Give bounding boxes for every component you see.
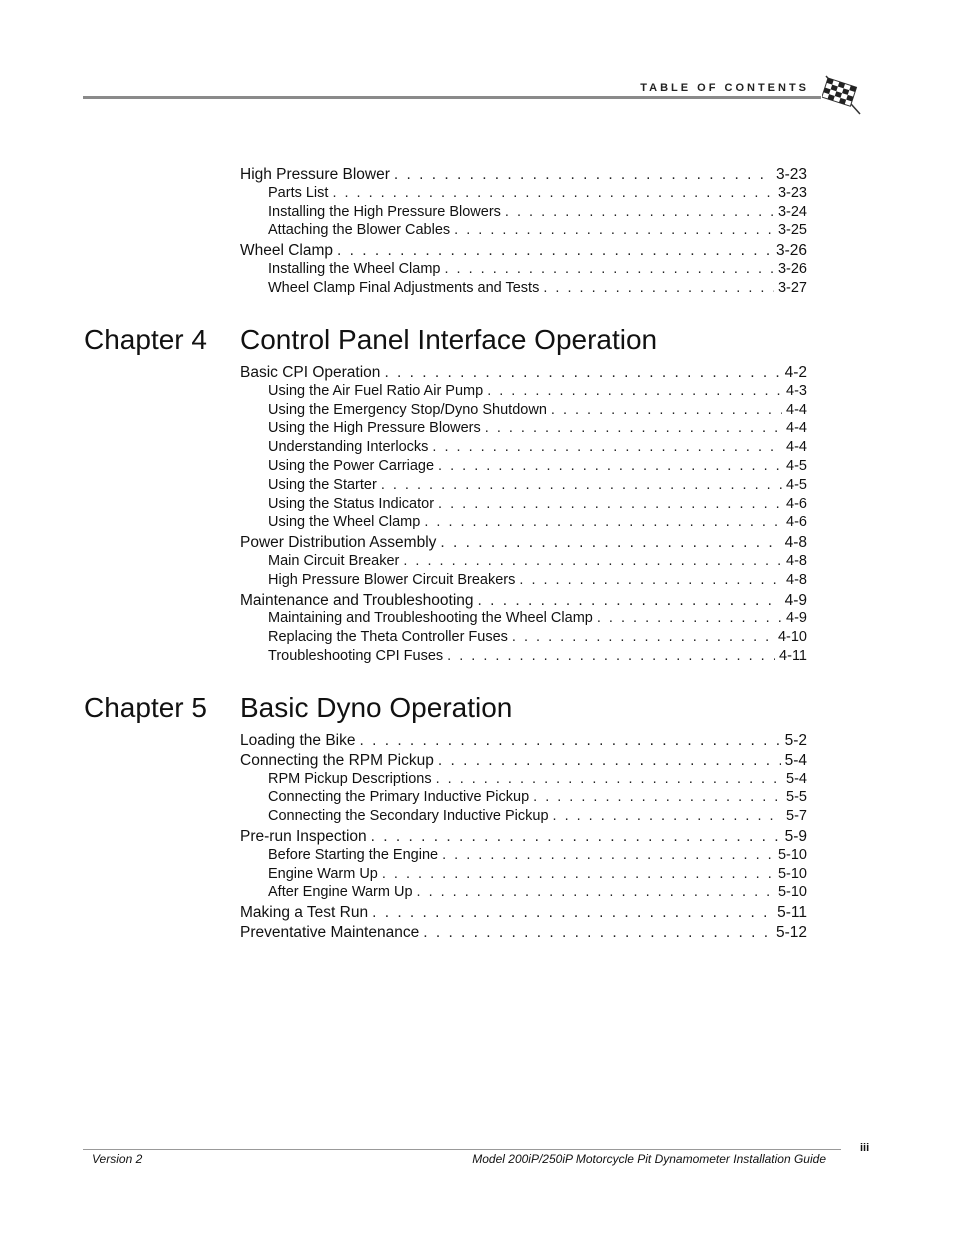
toc-entry-title: Parts List bbox=[268, 184, 329, 201]
toc-entry-title: Replacing the Theta Controller Fuses bbox=[268, 629, 508, 646]
dot-leader bbox=[436, 771, 782, 787]
toc-entry-page: 5-12 bbox=[775, 924, 807, 941]
toc-entry-page: 5-9 bbox=[784, 828, 807, 845]
dot-leader bbox=[454, 222, 774, 238]
dot-leader bbox=[438, 496, 782, 512]
dot-leader bbox=[384, 364, 780, 382]
toc-entry-page: 4-4 bbox=[786, 420, 807, 437]
dot-leader bbox=[382, 866, 774, 882]
toc-entry[interactable] bbox=[268, 185, 807, 204]
toc-entry-title: Using the Emergency Stop/Dyno Shutdown bbox=[268, 401, 547, 418]
toc-entry-title: Engine Warm Up bbox=[268, 865, 378, 882]
dot-leader bbox=[478, 592, 781, 610]
dot-leader bbox=[371, 828, 781, 846]
dot-leader bbox=[432, 439, 782, 455]
toc-entry-title: Attaching the Blower Cables bbox=[268, 222, 451, 239]
toc-entry-page: 5-7 bbox=[786, 808, 807, 825]
dot-leader bbox=[403, 553, 782, 569]
toc-entry-title: Making a Test Run bbox=[240, 904, 369, 922]
toc-entry-page: 4-8 bbox=[786, 571, 807, 588]
toc-entry-title: Using the Wheel Clamp bbox=[268, 514, 421, 531]
footer-document-title: Model 200iP/250iP Motorcycle Pit Dynamometer Installation Guide bbox=[472, 1152, 826, 1166]
toc-entry-title: Maintenance and Troubleshooting bbox=[240, 591, 474, 609]
toc-entry-title: Using the High Pressure Blowers bbox=[268, 420, 481, 437]
dot-leader bbox=[519, 572, 782, 588]
toc-entry-page: 4-11 bbox=[779, 648, 807, 664]
toc-entry-title: Using the Air Fuel Ratio Air Pump bbox=[268, 382, 484, 399]
dot-leader bbox=[533, 789, 782, 805]
dot-leader bbox=[359, 732, 780, 750]
toc-entry-title: Basic CPI Operation bbox=[240, 364, 381, 381]
toc-entry-page: 4-10 bbox=[777, 629, 807, 646]
toc-entry-title: Using the Status Indicator bbox=[268, 495, 435, 512]
checkered-flag-icon bbox=[822, 74, 866, 116]
chapter-number: Chapter 5 bbox=[84, 692, 207, 723]
chapter-title: Control Panel Interface Operation bbox=[240, 324, 658, 355]
dot-leader bbox=[447, 648, 775, 664]
toc-entry-title: High Pressure Blower bbox=[240, 166, 390, 183]
toc-entry-page: 5-10 bbox=[777, 884, 807, 901]
toc-entry-page: 4-6 bbox=[786, 514, 807, 531]
dot-leader bbox=[332, 185, 774, 201]
dot-leader bbox=[381, 477, 782, 493]
toc-entry[interactable] bbox=[268, 204, 807, 223]
dot-leader bbox=[440, 534, 780, 552]
toc-entry-page: 5-10 bbox=[777, 865, 807, 882]
toc-entry[interactable] bbox=[240, 534, 807, 554]
dot-leader bbox=[551, 402, 782, 418]
toc-entry[interactable] bbox=[268, 629, 807, 648]
toc-entry[interactable] bbox=[268, 847, 807, 866]
toc-entry-page: 5-2 bbox=[784, 732, 807, 749]
dot-leader bbox=[442, 847, 774, 863]
dot-leader bbox=[417, 884, 774, 900]
toc-entry[interactable] bbox=[240, 924, 807, 944]
toc-entry-page: 5-5 bbox=[786, 789, 807, 806]
toc-entry-title: Understanding Interlocks bbox=[268, 439, 429, 456]
toc-entry-page: 4-3 bbox=[786, 382, 807, 399]
header-rule bbox=[83, 96, 821, 99]
toc-entry[interactable] bbox=[268, 884, 807, 903]
dot-leader bbox=[487, 383, 782, 399]
toc-entry-title: RPM Pickup Descriptions bbox=[268, 770, 432, 787]
toc-entry[interactable] bbox=[240, 592, 807, 612]
dot-leader bbox=[505, 204, 774, 220]
toc-entry-page: 5-11 bbox=[777, 904, 807, 922]
dot-leader bbox=[438, 458, 782, 474]
toc-entry-page: 3-27 bbox=[777, 279, 807, 296]
toc-entry-page: 3-26 bbox=[775, 242, 807, 260]
toc-entry-page: 4-8 bbox=[784, 534, 807, 552]
toc-entry-page: 3-23 bbox=[775, 166, 807, 183]
toc-entry-title: After Engine Warm Up bbox=[268, 884, 413, 901]
toc-entry[interactable] bbox=[268, 222, 807, 241]
toc-entry-page: 3-23 bbox=[777, 184, 807, 201]
dot-leader bbox=[424, 514, 782, 530]
toc-entry[interactable] bbox=[268, 420, 807, 439]
header-label: TABLE OF CONTENTS bbox=[640, 82, 809, 94]
toc-entry-title: Installing the Wheel Clamp bbox=[268, 261, 441, 277]
toc-entry[interactable] bbox=[268, 771, 807, 790]
chapter-title: Basic Dyno Operation bbox=[240, 692, 513, 723]
toc-entry-page: 5-10 bbox=[777, 846, 807, 863]
toc-entry[interactable] bbox=[240, 828, 807, 848]
toc-entry[interactable] bbox=[240, 904, 807, 924]
dot-leader bbox=[372, 904, 773, 922]
toc-entry[interactable] bbox=[268, 496, 807, 515]
toc-entry-page: 4-4 bbox=[786, 439, 807, 456]
page-number: iii bbox=[860, 1142, 870, 1154]
toc-entry-page: 3-25 bbox=[777, 222, 807, 239]
toc-entry-page: 4-5 bbox=[786, 476, 807, 493]
toc-entry-title: Loading the Bike bbox=[240, 732, 356, 749]
dot-leader bbox=[438, 752, 781, 770]
toc-entry[interactable] bbox=[268, 553, 807, 572]
toc-entry[interactable] bbox=[240, 166, 807, 186]
toc-entry[interactable] bbox=[268, 610, 807, 629]
toc-entry-title: Main Circuit Breaker bbox=[268, 553, 400, 569]
toc-entry-page: 4-9 bbox=[784, 591, 807, 609]
toc-entry-title: Pre-run Inspection bbox=[240, 828, 367, 845]
toc-entry[interactable] bbox=[268, 402, 807, 421]
dot-leader bbox=[423, 924, 772, 942]
toc-entry[interactable] bbox=[268, 383, 807, 402]
toc-entry-page: 3-26 bbox=[777, 261, 807, 277]
dot-leader bbox=[512, 629, 774, 645]
toc-entry-title: Wheel Clamp Final Adjustments and Tests bbox=[268, 279, 540, 296]
toc-entry-page: 4-2 bbox=[784, 364, 807, 381]
toc-entry[interactable] bbox=[268, 261, 807, 280]
toc-entry[interactable] bbox=[268, 439, 807, 458]
toc-entry-title: Wheel Clamp bbox=[240, 242, 334, 260]
toc-entry-page: 4-6 bbox=[786, 495, 807, 512]
footer-rule bbox=[83, 1149, 841, 1150]
toc-entry[interactable] bbox=[268, 572, 807, 591]
dot-leader bbox=[543, 280, 774, 296]
chapter-number: Chapter 4 bbox=[84, 324, 207, 355]
toc-entry-title: Connecting the Primary Inductive Pickup bbox=[268, 789, 530, 806]
dot-leader bbox=[553, 808, 783, 824]
toc-entry[interactable] bbox=[240, 364, 807, 384]
toc-entry-page: 5-4 bbox=[786, 770, 807, 787]
toc-entry[interactable] bbox=[268, 458, 807, 477]
toc-entry-page: 4-9 bbox=[786, 610, 807, 627]
dot-leader bbox=[597, 610, 782, 626]
toc-entry-title: Using the Power Carriage bbox=[268, 458, 435, 474]
toc-entry-page: 4-5 bbox=[786, 458, 807, 474]
toc-entry[interactable] bbox=[268, 514, 807, 533]
dot-leader bbox=[394, 166, 772, 184]
toc-entry-page: 4-8 bbox=[786, 553, 807, 569]
toc-entry-title: Connecting the RPM Pickup bbox=[240, 751, 434, 769]
toc-entry-title: High Pressure Blower Circuit Breakers bbox=[268, 571, 516, 588]
toc-entry[interactable] bbox=[268, 808, 807, 827]
toc-entry-page: 3-24 bbox=[777, 203, 807, 220]
dot-leader bbox=[337, 242, 772, 260]
toc-entry-title: Maintaining and Troubleshooting the Wheel Clamp bbox=[268, 610, 593, 627]
toc-entry[interactable] bbox=[240, 732, 807, 752]
toc-entry-title: Connecting the Secondary Inductive Pickup bbox=[268, 808, 549, 825]
toc-entry[interactable] bbox=[268, 866, 807, 885]
dot-leader bbox=[444, 261, 773, 277]
toc-entry-title: Before Starting the Engine bbox=[268, 846, 439, 863]
toc-entry[interactable] bbox=[268, 477, 807, 496]
toc-entry-title: Using the Starter bbox=[268, 476, 377, 493]
toc-entry[interactable] bbox=[268, 280, 807, 299]
toc-entry-title: Preventative Maintenance bbox=[240, 924, 420, 941]
toc-entry-title: Installing the High Pressure Blowers bbox=[268, 203, 501, 220]
toc-entry[interactable] bbox=[240, 752, 807, 772]
toc-entry-title: Power Distribution Assembly bbox=[240, 534, 437, 552]
footer-version: Version 2 bbox=[92, 1152, 143, 1166]
toc-entry[interactable] bbox=[268, 648, 807, 667]
toc-entry-page: 5-4 bbox=[784, 751, 807, 769]
toc-entry[interactable] bbox=[268, 789, 807, 808]
dot-leader bbox=[485, 420, 782, 436]
toc-entry[interactable] bbox=[240, 242, 807, 262]
toc-entry-page: 4-4 bbox=[786, 401, 807, 418]
toc-entry-title: Troubleshooting CPI Fuses bbox=[268, 648, 444, 664]
